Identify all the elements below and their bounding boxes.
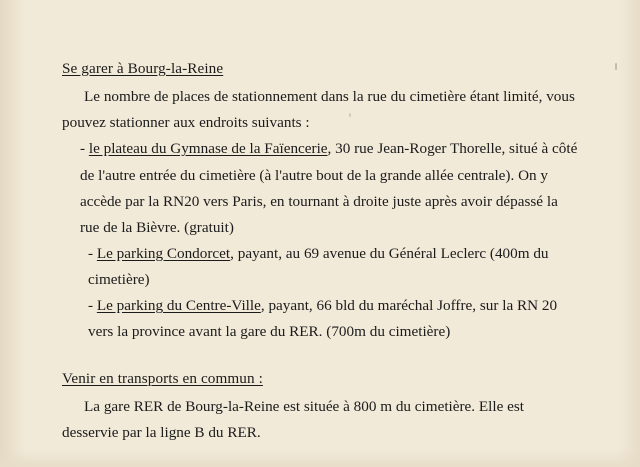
section-spacer: [62, 346, 580, 366]
place-name-gymnase: le plateau du Gymnase de la Faïencerie: [88, 140, 328, 158]
page-bottom-shadow: [0, 449, 640, 467]
bullet-dash: -: [80, 140, 89, 158]
paragraph-parking-intro: Le nombre de places de stationnement dans la rue du cimetière étant limité, vous pouvez stationner aux endroits suivants :: [62, 88, 575, 132]
place-detail-centre-ville: , payant, 66 bld du maréchal Joffre, sur la RN 20 vers la province avant la gare du RER. (700m du cimetière): [88, 297, 558, 341]
paragraph-parking-gymnase: [62, 136, 580, 241]
place-detail-gymnase: , 30 rue Jean-Roger Thorelle, situé à côté de l'autre entrée du cimetière (à l'autre bout de la grande allée centrale). On y accède par la RN20 vers Paris, en tournant à droite juste après avoir dépassé la rue de la Bièvre. (gratuit): [80, 140, 578, 236]
place-detail-condorcet: , payant, au 69 avenue du Général Leclerc (400m du cimetière): [88, 244, 549, 289]
place-name-centre-ville: Le parking du Centre-Ville: [96, 297, 261, 315]
paragraph-transport-rer: La gare RER de Bourg-la-Reine est située à 800 m du cimetière. Elle est desservie par la ligne B du RER.: [62, 397, 525, 441]
section-heading-transport: Venir en transports en commun :: [62, 369, 263, 387]
bullet-dash: -: [88, 244, 97, 262]
paragraph-parking-centre-ville: [62, 293, 580, 345]
scan-speck-icon: [615, 63, 617, 70]
document-body: [62, 56, 580, 446]
bullet-dash: -: [88, 297, 97, 315]
section-heading-parking: Se garer à Bourg-la-Reine: [62, 60, 224, 77]
place-name-condorcet: Le parking Condorcet: [96, 244, 231, 262]
paragraph-parking-condorcet: [62, 241, 580, 293]
